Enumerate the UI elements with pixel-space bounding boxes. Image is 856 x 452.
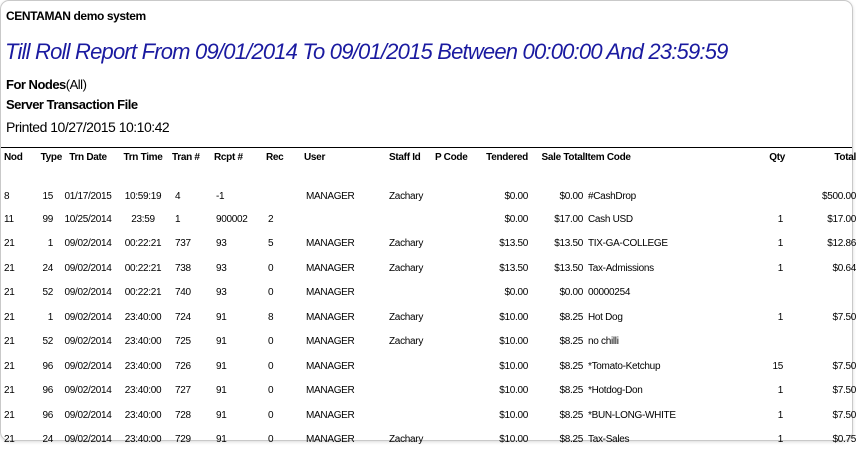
table-cell: $8.25	[528, 379, 585, 404]
table-cell: 1	[745, 403, 785, 428]
column-header: Item Code	[585, 152, 745, 168]
table-cell	[435, 428, 465, 452]
table-cell: 23:59	[114, 207, 172, 232]
table-cell: MANAGER	[304, 232, 389, 257]
column-header: Type	[26, 152, 62, 168]
table-cell: 23:40:00	[114, 305, 172, 330]
table-cell: 21	[4, 232, 26, 257]
table-cell: 09/02/2014	[62, 256, 114, 281]
table-cell: $0.64	[785, 256, 856, 281]
table-cell	[745, 168, 785, 207]
table-row	[4, 168, 856, 207]
column-header: Nod	[4, 152, 26, 168]
table-cell: 0	[266, 379, 304, 404]
column-header: Sale Total	[528, 152, 585, 168]
table-cell: 726	[172, 354, 214, 379]
table-cell	[389, 403, 435, 428]
table-cell: 91	[214, 305, 266, 330]
table-cell	[435, 256, 465, 281]
table-cell: $10.00	[465, 330, 528, 355]
table-cell: 21	[4, 379, 26, 404]
table-cell: MANAGER	[304, 330, 389, 355]
table-cell: 1	[745, 379, 785, 404]
table-cell: 09/02/2014	[62, 428, 114, 452]
table-cell: 900002	[214, 207, 266, 232]
table-cell: 00:22:21	[114, 256, 172, 281]
table-cell: 2	[266, 207, 304, 232]
table-cell: 0	[266, 256, 304, 281]
table-cell: 21	[4, 354, 26, 379]
table-cell: 91	[214, 403, 266, 428]
table-cell	[435, 207, 465, 232]
nodes-value: (All)	[66, 77, 87, 92]
table-cell: Hot Dog	[585, 305, 745, 330]
table-cell	[389, 281, 435, 306]
table-cell: 24	[26, 256, 62, 281]
table-cell: 0	[266, 354, 304, 379]
table-cell: *Tomato-Ketchup	[585, 354, 745, 379]
table-cell: MANAGER	[304, 428, 389, 452]
table-cell: *Hotdog-Don	[585, 379, 745, 404]
table-cell: 1	[745, 428, 785, 452]
table-cell	[389, 379, 435, 404]
table-cell: 21	[4, 281, 26, 306]
table-cell: $12.86	[785, 232, 856, 257]
table-cell: $8.25	[528, 354, 585, 379]
table-header-row	[4, 152, 856, 168]
table-cell: 740	[172, 281, 214, 306]
table-cell: Zachary	[389, 305, 435, 330]
table-cell: 15	[26, 168, 62, 207]
table-row	[4, 428, 856, 452]
table-cell	[435, 330, 465, 355]
table-cell: $8.25	[528, 403, 585, 428]
table-cell: $7.50	[785, 354, 856, 379]
table-cell: 91	[214, 428, 266, 452]
table-cell: 10:59:19	[114, 168, 172, 207]
table-cell: $0.00	[528, 168, 585, 207]
table-cell: MANAGER	[304, 256, 389, 281]
table-cell: 52	[26, 330, 62, 355]
table-cell: 93	[214, 256, 266, 281]
table-cell: 91	[214, 330, 266, 355]
table-cell: Zachary	[389, 330, 435, 355]
table-row	[4, 256, 856, 281]
column-header: Staff Id	[389, 152, 435, 168]
table-cell	[435, 354, 465, 379]
table-cell: 09/02/2014	[62, 354, 114, 379]
table-cell: Tax-Sales	[585, 428, 745, 452]
column-header: Total	[785, 152, 856, 168]
table-row	[4, 207, 856, 232]
table-cell: 93	[214, 281, 266, 306]
table-cell: 21	[4, 403, 26, 428]
table-cell: Zachary	[389, 428, 435, 452]
table-cell: $10.00	[465, 354, 528, 379]
table-row	[4, 403, 856, 428]
table-cell: 09/02/2014	[62, 330, 114, 355]
table-cell: 01/17/2015	[62, 168, 114, 207]
table-cell: 09/02/2014	[62, 403, 114, 428]
column-header: Qty	[745, 152, 785, 168]
table-cell: 00000254	[585, 281, 745, 306]
table-cell: 00:22:21	[114, 232, 172, 257]
table-cell: 728	[172, 403, 214, 428]
table-cell: 0	[266, 428, 304, 452]
table-cell: 1	[745, 232, 785, 257]
table-cell: $13.50	[465, 232, 528, 257]
table-cell: $7.50	[785, 305, 856, 330]
table-cell: 24	[26, 428, 62, 452]
table-cell: 1	[172, 207, 214, 232]
table-cell	[304, 207, 389, 232]
table-cell: $13.50	[528, 232, 585, 257]
table-cell: 23:40:00	[114, 403, 172, 428]
table-cell: 09/02/2014	[62, 379, 114, 404]
table-cell: *BUN-LONG-WHITE	[585, 403, 745, 428]
table-cell: 1	[26, 305, 62, 330]
table-cell: $500.00	[785, 168, 856, 207]
table-cell: MANAGER	[304, 168, 389, 207]
column-header: P Code	[435, 152, 465, 168]
table-cell: $0.75	[785, 428, 856, 452]
table-cell: 00:22:21	[114, 281, 172, 306]
table-cell: $7.50	[785, 379, 856, 404]
table-cell: 09/02/2014	[62, 305, 114, 330]
table-cell: $17.00	[785, 207, 856, 232]
report-title: Till Roll Report From 09/01/2014 To 09/01/2015 Between 00:00:00 And 23:59:59	[5, 39, 728, 65]
table-cell: 8	[266, 305, 304, 330]
table-cell	[785, 330, 856, 355]
table-cell: $13.50	[528, 256, 585, 281]
table-row	[4, 379, 856, 404]
table-cell	[435, 232, 465, 257]
table-cell: 1	[745, 256, 785, 281]
column-header: Rec	[266, 152, 304, 168]
table-cell: 91	[214, 354, 266, 379]
table-cell: 1	[745, 305, 785, 330]
column-header: Tran #	[172, 152, 214, 168]
table-cell: $10.00	[465, 305, 528, 330]
table-cell: 21	[4, 305, 26, 330]
table-cell: Zachary	[389, 232, 435, 257]
table-cell: 21	[4, 256, 26, 281]
table-cell: 1	[26, 232, 62, 257]
table-cell: MANAGER	[304, 354, 389, 379]
table-cell: 5	[266, 232, 304, 257]
table-cell: 738	[172, 256, 214, 281]
table-cell: 93	[214, 232, 266, 257]
table-cell: $0.00	[528, 281, 585, 306]
report-source: Server Transaction File	[6, 97, 138, 112]
table-cell: Tax-Admissions	[585, 256, 745, 281]
table-cell: $8.25	[528, 305, 585, 330]
transactions-table	[4, 152, 856, 452]
column-header: Trn Date	[62, 152, 114, 168]
header-rule	[1, 147, 852, 148]
table-cell: 724	[172, 305, 214, 330]
table-cell: MANAGER	[304, 281, 389, 306]
table-cell	[435, 281, 465, 306]
table-cell	[785, 281, 856, 306]
table-cell: $0.00	[465, 281, 528, 306]
table-cell: #CashDrop	[585, 168, 745, 207]
table-row	[4, 330, 856, 355]
table-cell: 0	[266, 281, 304, 306]
table-cell: Zachary	[389, 168, 435, 207]
table-cell: 23:40:00	[114, 354, 172, 379]
table-cell: -1	[214, 168, 266, 207]
column-header: Tendered	[465, 152, 528, 168]
column-header: User	[304, 152, 389, 168]
table-cell	[389, 354, 435, 379]
table-cell: 21	[4, 330, 26, 355]
table-cell	[389, 207, 435, 232]
table-cell: 15	[745, 354, 785, 379]
table-row	[4, 354, 856, 379]
table-cell: 727	[172, 379, 214, 404]
table-cell: 0	[266, 403, 304, 428]
nodes-label: For Nodes	[6, 77, 66, 92]
table-cell: $8.25	[528, 428, 585, 452]
table-cell	[745, 330, 785, 355]
table-cell: 8	[4, 168, 26, 207]
table-cell: Zachary	[389, 256, 435, 281]
table-cell: $10.00	[465, 403, 528, 428]
table-cell: $17.00	[528, 207, 585, 232]
table-cell: 0	[266, 330, 304, 355]
table-cell: 21	[4, 428, 26, 452]
table-cell: 96	[26, 354, 62, 379]
table-cell: 725	[172, 330, 214, 355]
table-body	[4, 168, 856, 452]
table-cell: 09/02/2014	[62, 232, 114, 257]
system-name: CENTAMAN demo system	[6, 9, 146, 23]
table-cell: $0.00	[465, 207, 528, 232]
table-cell: MANAGER	[304, 403, 389, 428]
table-cell: 96	[26, 379, 62, 404]
table-cell: $7.50	[785, 403, 856, 428]
table-cell: 52	[26, 281, 62, 306]
table-row	[4, 281, 856, 306]
table-cell: 729	[172, 428, 214, 452]
table-cell: 09/02/2014	[62, 281, 114, 306]
table-cell	[435, 403, 465, 428]
nodes-filter	[6, 77, 86, 92]
table-cell	[745, 281, 785, 306]
table-cell	[435, 379, 465, 404]
table-cell: 4	[172, 168, 214, 207]
table-cell	[266, 168, 304, 207]
table-cell: Cash USD	[585, 207, 745, 232]
table-cell: 91	[214, 379, 266, 404]
table-cell: TIX-GA-COLLEGE	[585, 232, 745, 257]
column-header: Trn Time	[114, 152, 172, 168]
column-header: Rcpt #	[214, 152, 266, 168]
table-cell: $10.00	[465, 379, 528, 404]
table-cell: 11	[4, 207, 26, 232]
table-cell: $0.00	[465, 168, 528, 207]
table-cell: MANAGER	[304, 305, 389, 330]
table-cell: $8.25	[528, 330, 585, 355]
table-cell	[435, 168, 465, 207]
table-cell	[435, 305, 465, 330]
table-cell: 1	[745, 207, 785, 232]
printed-timestamp: Printed 10/27/2015 10:10:42	[6, 119, 169, 135]
table-cell: 23:40:00	[114, 379, 172, 404]
table-cell: 99	[26, 207, 62, 232]
table-row	[4, 305, 856, 330]
table-cell: 23:40:00	[114, 428, 172, 452]
table-cell: $10.00	[465, 428, 528, 452]
table-cell: 737	[172, 232, 214, 257]
table-cell: 10/25/2014	[62, 207, 114, 232]
table-cell: MANAGER	[304, 379, 389, 404]
table-row	[4, 232, 856, 257]
table-cell: no chilli	[585, 330, 745, 355]
table-cell: $13.50	[465, 256, 528, 281]
table-cell: 23:40:00	[114, 330, 172, 355]
table-cell: 96	[26, 403, 62, 428]
